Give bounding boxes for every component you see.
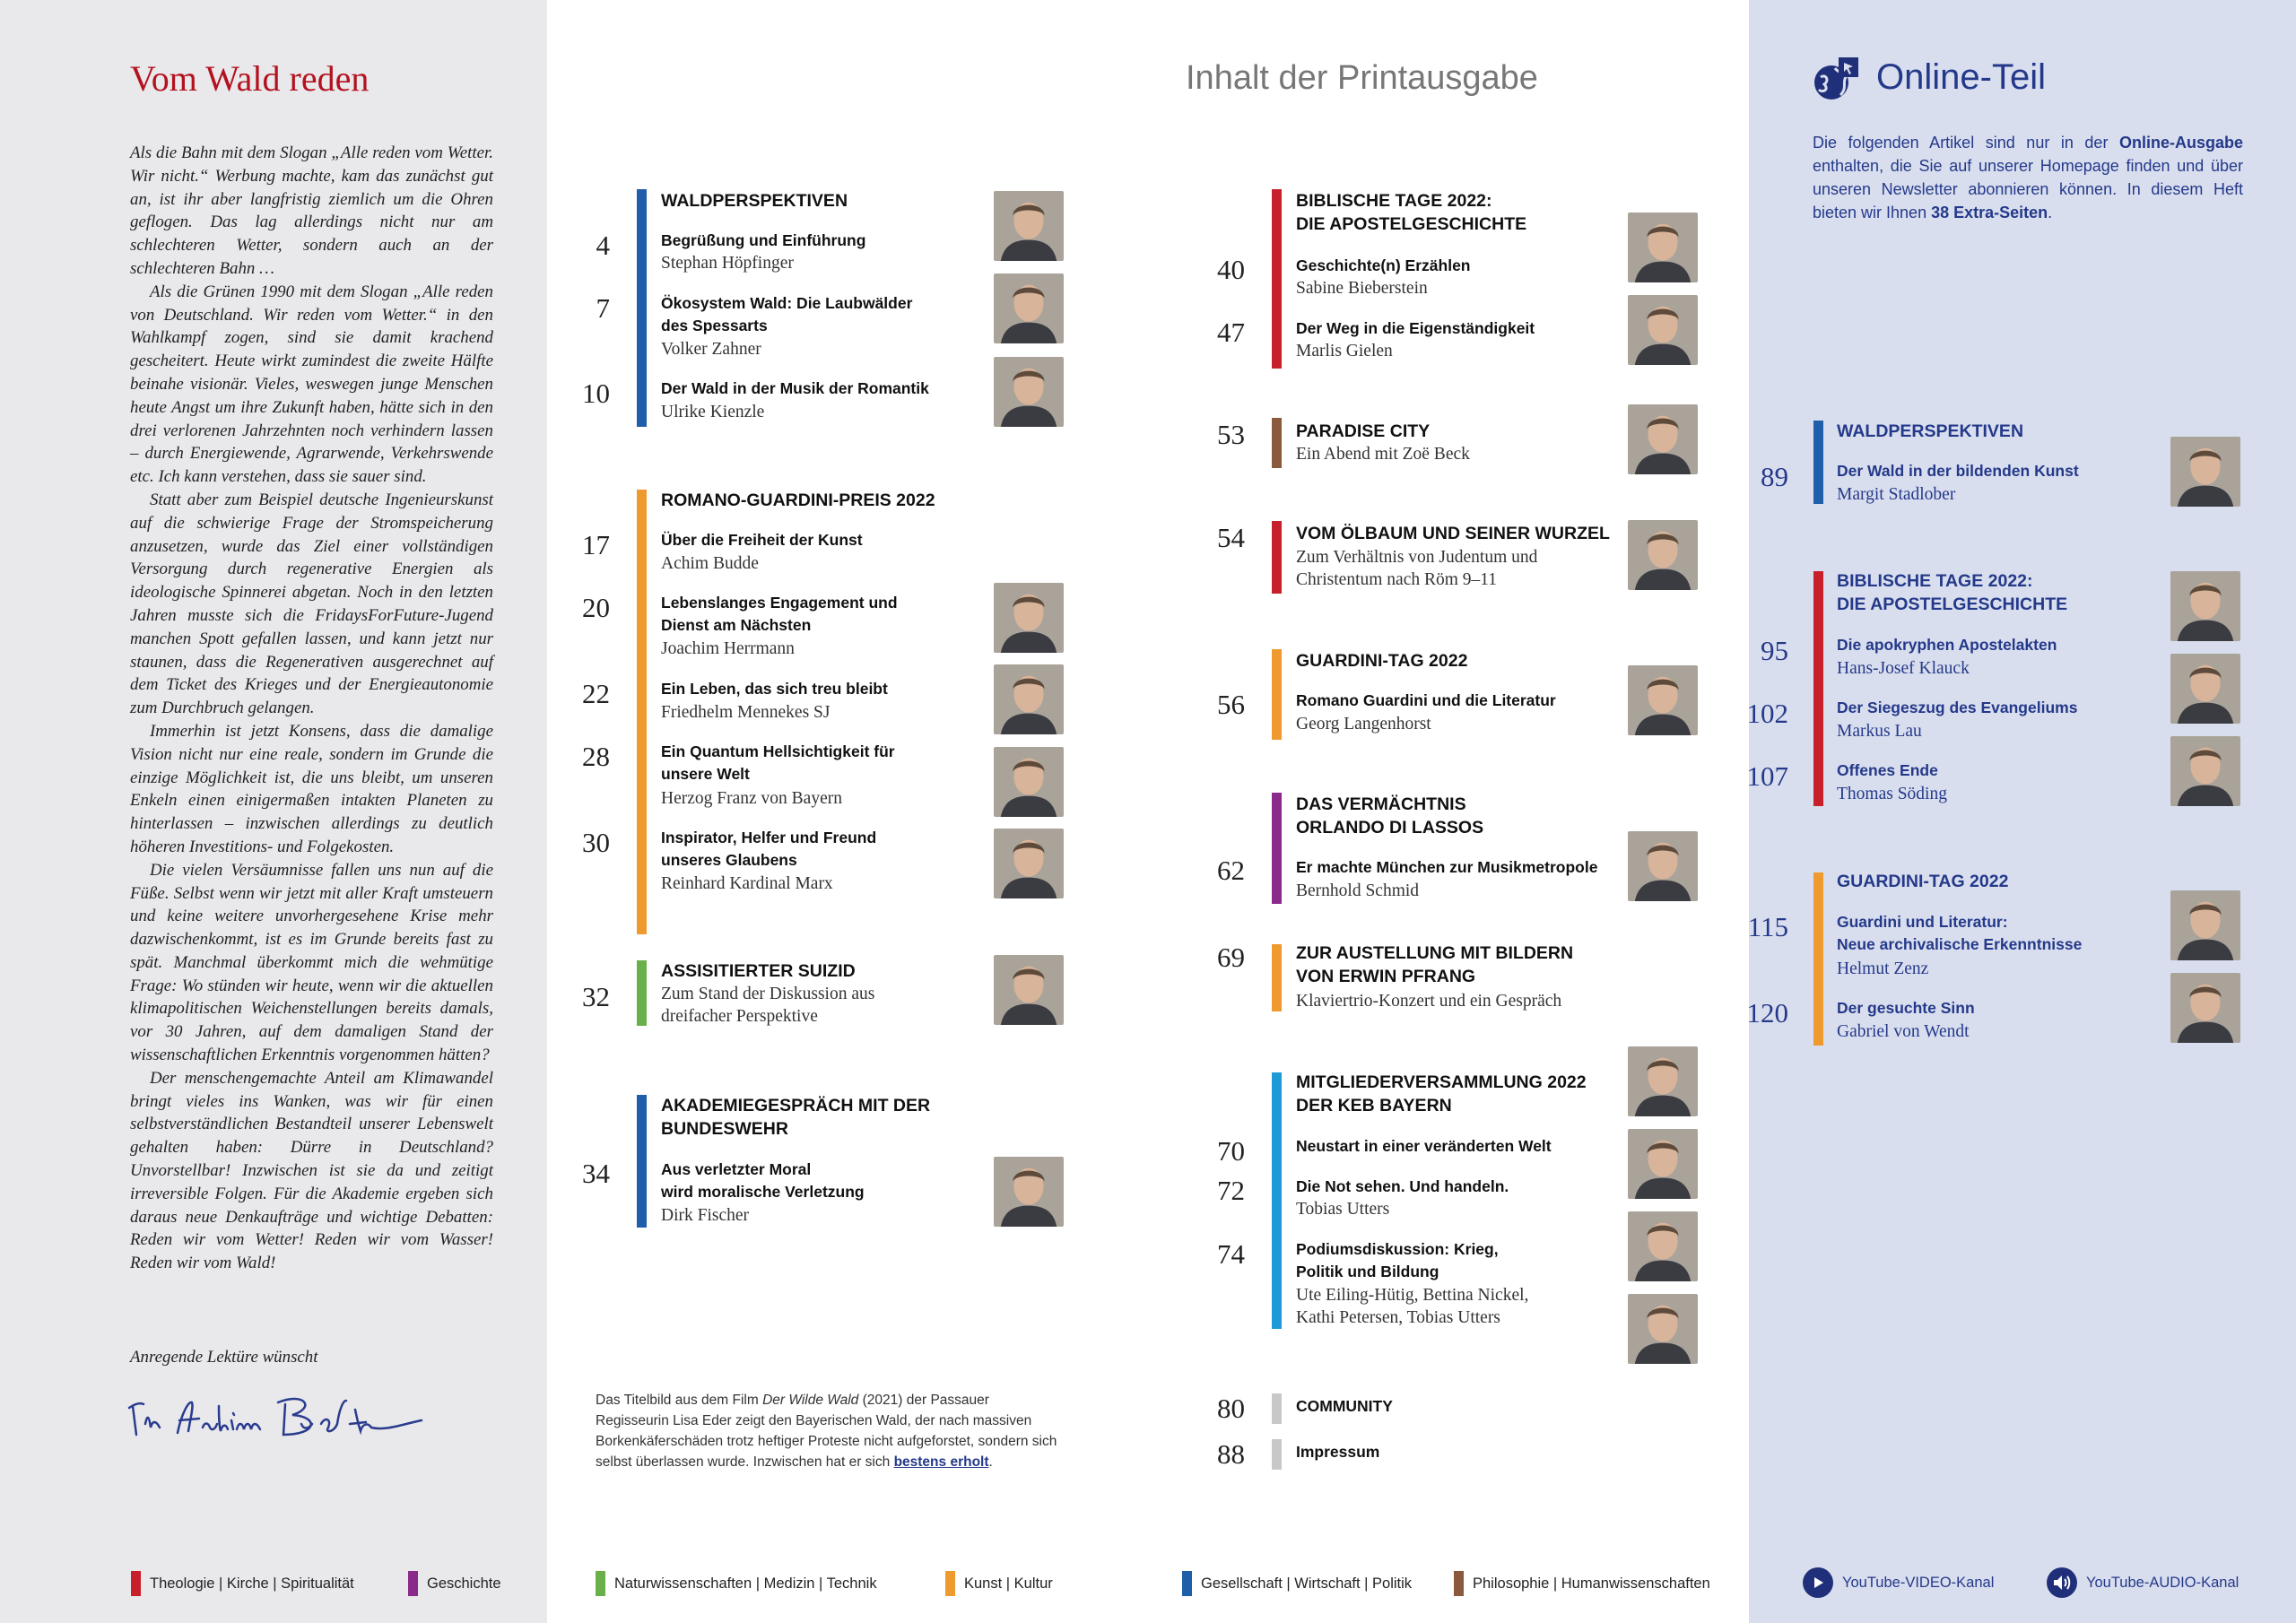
article-title[interactable]: Begrüßung und Einführung [661,231,866,249]
category-bar-theologie [1272,521,1282,594]
page-number: 7 [596,292,610,324]
article-author: Dirk Fischer [661,1206,750,1225]
article-title[interactable]: Geschichte(n) Erzählen [1296,256,1471,274]
article-title[interactable]: Inspirator, Helfer und Freund unseres Glaubens [661,829,877,869]
section-heading[interactable]: VOM ÖLBAUM UND SEINER WURZEL [1296,524,1610,543]
article-author: Ute Eiling-Hütig, Bettina Nickel, Kathi Petersen, Tobias Utters [1296,1286,1529,1327]
editorial-closing: Anregende Lektüre wünscht [130,1348,318,1367]
article-author: Margit Stadlober [1837,485,1956,504]
online-column [1746,0,2296,1623]
section-heading[interactable]: WALDPERSPEKTIVEN [661,191,848,211]
category-bar-gesellschaft [637,189,647,427]
portrait-photo [2170,437,2240,507]
intro-online-ausgabe[interactable]: Online-Ausgabe [2118,134,2243,152]
legend-label: Kunst | Kultur [964,1575,1053,1592]
portrait-photo [2170,973,2240,1043]
portrait-photo [994,747,1064,817]
category-bar-naturwissenschaften [637,960,647,1026]
article-author: Ulrike Kienzle [661,403,765,421]
youtube-video-label: YouTube-VIDEO-Kanal [1842,1574,1995,1591]
page-number: 20 [582,592,610,623]
page-number: 70 [1217,1135,1245,1167]
intro-text: enthalten, die Sie auf unserer Homepage finden und über unseren Newsletter abonnieren können. In diesem Heft bieten wir Ihnen [1813,157,2243,221]
article-title[interactable]: Er machte München zur Musikmetropole [1296,858,1598,876]
legend-label: Gesellschaft | Wirtschaft | Politik [1201,1575,1413,1592]
article-author: Reinhard Kardinal Marx [661,874,833,893]
print-contents-column [547,0,1749,1623]
page-number: 72 [1217,1175,1245,1206]
category-bar-theologie [1813,571,1823,806]
category-bar-gesellschaft [1813,421,1823,504]
category-bar-philosophie [1272,418,1282,468]
article-author: Friedhelm Mennekes SJ [661,703,831,722]
article-author: Helmut Zenz [1837,959,1929,978]
article-title[interactable]: Neustart in einer veränderten Welt [1296,1137,1552,1155]
page-number: 74 [1217,1238,1245,1270]
article-author: Thomas Söding [1837,785,1947,803]
editorial-paragraph: Als die Bahn mit dem Slogan „Alle reden vom Wetter. Wir nicht.“ Werbung machte, kam das zunächst gut an, ist ihr aber langfristig ziemlich um die Ohren geflogen. Das lag allerdings nicht nur am schlechteren Wetter, sondern auch an der schlechteren Bahn … [130,143,493,278]
section-heading[interactable]: GUARDINI-TAG 2022 [1837,872,2009,891]
category-bar-gesellschaft [1272,1072,1282,1329]
youtube-audio-link[interactable] [2047,1567,2239,1598]
section-heading[interactable]: PARADISE CITY [1296,421,1431,441]
article-title[interactable]: Ein Leben, das sich treu bleibt [661,680,888,698]
article-title[interactable]: Über die Freiheit der Kunst [661,531,863,549]
page-number: 22 [582,678,610,709]
legend-swatch [596,1571,605,1596]
article-title[interactable]: Podiumsdiskussion: Krieg, Politik und Bildung [1296,1240,1499,1280]
page-number: 102 [1746,698,1788,729]
page-number: 69 [1217,942,1245,973]
article-title[interactable]: Der gesuchte Sinn [1837,999,1975,1017]
online-intro [1813,131,2243,224]
category-bar-theologie [1272,189,1282,369]
editorial-paragraph: Die vielen Versäumnisse fallen uns nun auf die Füße. Selbst wenn wir jetzt mit aller Kraft umsteuern und keine weitere unvorhergesehene Krise mehr dazwischenkommt, ist es im Grunde bereits fast zu spät. Manchmal überkommt mich die wehmütige Frage: Wo stünden wir heute, wenn wir die aktuellen klimapolitischen Weichenstellungen bereits damals, vor 30 Jahren, auf dem damaligen Stand der wissenschaftlichen Erkenntnis vorgenommen hätten? [130,860,493,1065]
editorial-paragraph: Der menschengemachte Anteil am Klimawandel bringt vieles ins Wanken, was wir für einen selbstverständlichen Bestandteil unserer Lebenswelt gehalten haben: Dürre in Deutschland? Unvorstellbar! Inzwischen ist sie da und zeitigt irreversible Folgen. Für die Akademie ergeben sich daraus neue Denkaufträge und wichtige Debatten: Reden wir vom Wetter! Reden wir vom Wasser! Reden wir vom Wald! [130,1068,493,1273]
portrait-photo [994,273,1064,343]
page-number: 30 [582,827,610,858]
page-number: 62 [1217,855,1245,886]
section-heading[interactable]: BIBLISCHE TAGE 2022: DIE APOSTELGESCHICHTE [1296,191,1527,234]
section-heading[interactable]: ZUR AUSTELLUNG MIT BILDERN VON ERWIN PFRANG [1296,943,1574,986]
article-title[interactable]: Offenes Ende [1837,761,1938,779]
page-number: 53 [1217,419,1245,450]
portrait-photo [1628,1129,1698,1199]
article-author: Zum Stand der Diskussion aus dreifacher Perspektive [661,985,875,1026]
cover-caption [596,1390,1062,1472]
page-number: 56 [1217,689,1245,720]
portrait-photo [1628,665,1698,735]
signature [126,1388,430,1451]
editorial-paragraph: Als die Grünen 1990 mit dem Slogan „Alle reden von Deutschland. Wir reden vom Wetter.“ in den Wahlkampf zogen, sind sie damit krachend gescheitert. Heute wirkt zumindest die zweite Hälfte beinahe visionär. Vieles, weswegen junge Menschen heute Angst um ihre Zukunft haben, hätte sich in den drei verlorenen Jahrzehnten noch verhindern lassen – durch Energiewende, Agrarwende, Verkehrswende etc. Ich kann verstehen, dass sie sauer sind. [130,282,493,487]
section-heading[interactable]: COMMUNITY [1296,1397,1393,1415]
legend-label: Theologie | Kirche | Spiritualität [150,1575,354,1592]
article-author: Klaviertrio-Konzert und ein Gespräch [1296,992,1562,1011]
portrait-photo [994,955,1064,1025]
section-heading[interactable]: BIBLISCHE TAGE 2022: DIE APOSTELGESCHICHTE [1837,571,2068,614]
category-bar-kunst [1813,872,1823,1046]
section-heading[interactable]: ASSISITIERTER SUIZID [661,961,856,981]
article-author: Georg Langenhorst [1296,715,1431,733]
editorial-body [130,142,493,1275]
article-title[interactable]: Ökosystem Wald: Die Laubwälder des Spessarts [661,294,913,334]
page-number: 95 [1761,635,1788,666]
article-title[interactable]: Die apokryphen Apostelakten [1837,636,2057,654]
legend-philosophie [1454,1571,1710,1596]
section-heading[interactable]: Impressum [1296,1443,1380,1461]
article-author: Achim Budde [661,554,759,573]
globe-cursor-icon [1812,54,1862,104]
legend-swatch [1454,1571,1464,1596]
portrait-photo [1628,213,1698,282]
page-number: 115 [1747,911,1788,942]
category-bar-gesellschaft [637,1095,647,1228]
portrait-photo [2170,890,2240,960]
editorial-column [0,0,547,1623]
legend-naturwissenschaften [596,1571,877,1596]
caption-text: Das Titelbild aus dem Film [596,1393,763,1408]
legend-geschichte [408,1571,501,1596]
portrait-photo [1628,295,1698,365]
page-number: 88 [1217,1438,1245,1470]
category-bar-community [1272,1393,1282,1424]
article-title[interactable]: Guardini und Literatur: Neue archivalische Erkenntnisse [1837,913,2083,953]
article-author: Hans-Josef Klauck [1837,659,1970,678]
article-author: Joachim Herrmann [661,639,795,658]
page-number: 28 [582,741,610,772]
article-author: Marlis Gielen [1296,342,1393,360]
editorial-paragraph: Immerhin ist jetzt Konsens, dass die damalige Vision nicht nur eine reale, sondern im Grunde die einzige Möglichkeit ist, die uns bleibt, um unseren Enkeln einen einigermaßen intakten Planeten zu hinterlassen – inzwischen allerdings zu deutlich höheren Investitions- und Folgekosten. [130,721,493,856]
page-number: 34 [582,1158,610,1189]
page-number: 80 [1217,1393,1245,1424]
section-heading[interactable]: ROMANO-GUARDINI-PREIS 2022 [661,490,935,510]
portrait-photo [2170,571,2240,641]
category-bar-kunst [1272,649,1282,740]
article-title[interactable]: Der Siegeszug des Evangeliums [1837,699,2078,716]
category-bar-community [1272,1439,1282,1470]
page-number: 40 [1217,254,1245,285]
play-icon [1803,1567,1833,1598]
portrait-photo [994,583,1064,653]
portrait-photo [1628,1294,1698,1364]
category-bar-kunst [1272,944,1282,1011]
section-heading[interactable]: MITGLIEDERVERSAMMLUNG 2022 DER KEB BAYERN [1296,1072,1587,1115]
article-author: Zum Verhältnis von Judentum und Christentum nach Röm 9–11 [1296,548,1538,589]
intro-text: Die folgenden Artikel sind nur in der [1813,134,2119,152]
page-number: 107 [1746,760,1788,792]
article-author: Herzog Franz von Bayern [661,789,842,808]
page-number: 47 [1217,317,1245,348]
legend-label: Philosophie | Humanwissenschaften [1473,1575,1710,1592]
portrait-photo [1628,831,1698,901]
category-bar-geschichte [1272,793,1282,904]
caption-text: (2021) der Passauer Regisseurin Lisa Eder zeigt den Bayerischen Wald, der nach massiven Borkenkäferschäden trotz heftiger Proteste nicht aufgeforstet, sondern sich selbst überlassen wurde. Inzwischen hat er sich [596,1393,1057,1470]
portrait-photo [1628,520,1698,590]
legend-gesellschaft [1182,1571,1412,1596]
portrait-photo [994,1157,1064,1227]
article-title[interactable]: Der Wald in der Musik der Romantik [661,379,929,397]
portrait-photo [994,191,1064,261]
article-title[interactable]: Romano Guardini und die Literatur [1296,691,1556,709]
portrait-photo [994,357,1064,427]
legend-theologie [131,1571,354,1596]
page-number: 4 [596,230,610,261]
article-author: Ein Abend mit Zoë Beck [1296,445,1470,464]
portrait-photo [994,829,1064,898]
page-number: 54 [1217,522,1245,553]
category-bar-kunst [637,490,647,934]
page-number: 10 [582,378,610,409]
page-number: 17 [582,529,610,560]
legend-label: Naturwissenschaften | Medizin | Technik [614,1575,877,1592]
legend-swatch [408,1571,418,1596]
page-number: 89 [1761,461,1788,492]
caption-link[interactable]: bestens erholt [893,1454,989,1470]
article-author: Bernhold Schmid [1296,881,1420,900]
legend-swatch [131,1571,141,1596]
online-title: Online-Teil [1876,57,2046,97]
editorial-paragraph: Statt aber zum Beispiel deutsche Ingenieurskunst auf die schwierige Frage der Stromspeicherung anzusetzen, wurde das Ziel einer vollständigen Versorgung durch regenerative Energien als ideologische Spinnerei abgetan. Noch in den letzten Jahren musste sich die FridaysForFuture-Jugend manchen Spott gefallen lassen, und kann jetzt nur staunen, dass die Regenerativen ausgerechnet auf dem Ticket des Krieges und der Energieautonomie zum Durchbruch gelangen. [130,490,493,718]
caption-film-title: Der Wilde Wald [762,1393,859,1408]
print-title: Inhalt der Printausgabe [1186,59,1538,97]
speaker-icon [2047,1567,2077,1598]
legend-label: Geschichte [427,1575,501,1592]
editorial-title: Vom Wald reden [130,58,370,99]
youtube-audio-label: YouTube-AUDIO-Kanal [2086,1574,2239,1591]
legend-kunst [945,1571,1053,1596]
intro-text: . [2048,204,2053,221]
article-title[interactable]: Die Not sehen. Und handeln. [1296,1177,1509,1195]
portrait-photo [1628,1211,1698,1281]
legend-swatch [945,1571,955,1596]
portrait-photo [2170,736,2240,806]
article-author: Tobias Utters [1296,1200,1390,1219]
page-number: 120 [1746,997,1788,1028]
article-author: Stephan Höpfinger [661,254,794,273]
page-number: 32 [582,981,610,1012]
youtube-video-link[interactable] [1803,1567,1994,1598]
article-author: Sabine Bieberstein [1296,279,1428,298]
portrait-photo [2170,654,2240,724]
article-title[interactable]: Aus verletzter Moral wird moralische Verletzung [661,1160,865,1201]
portrait-photo [994,664,1064,734]
portrait-photo [1628,1046,1698,1116]
article-author: Markus Lau [1837,722,1922,741]
portrait-photo [1628,404,1698,474]
section-heading[interactable]: GUARDINI-TAG 2022 [1296,651,1468,671]
article-title[interactable]: Lebenslanges Engagement und Dienst am Nächsten [661,594,898,634]
article-title[interactable]: Ein Quantum Hellsichtigkeit für unsere Welt [661,742,895,783]
section-heading[interactable]: DAS VERMÄCHTNIS ORLANDO DI LASSOS [1296,794,1484,838]
article-title[interactable]: Der Wald in der bildenden Kunst [1837,462,2079,480]
article-author: Gabriel von Wendt [1837,1022,1970,1041]
legend-swatch [1182,1571,1192,1596]
intro-extra-pages: 38 Extra-Seiten [1931,204,2048,221]
caption-text: . [988,1454,993,1470]
section-heading[interactable]: AKADEMIEGESPRÄCH MIT DER BUNDESWEHR [661,1096,931,1139]
section-heading[interactable]: WALDPERSPEKTIVEN [1837,421,2024,441]
article-author: Volker Zahner [661,340,761,359]
article-title[interactable]: Der Weg in die Eigenständigkeit [1296,319,1535,337]
